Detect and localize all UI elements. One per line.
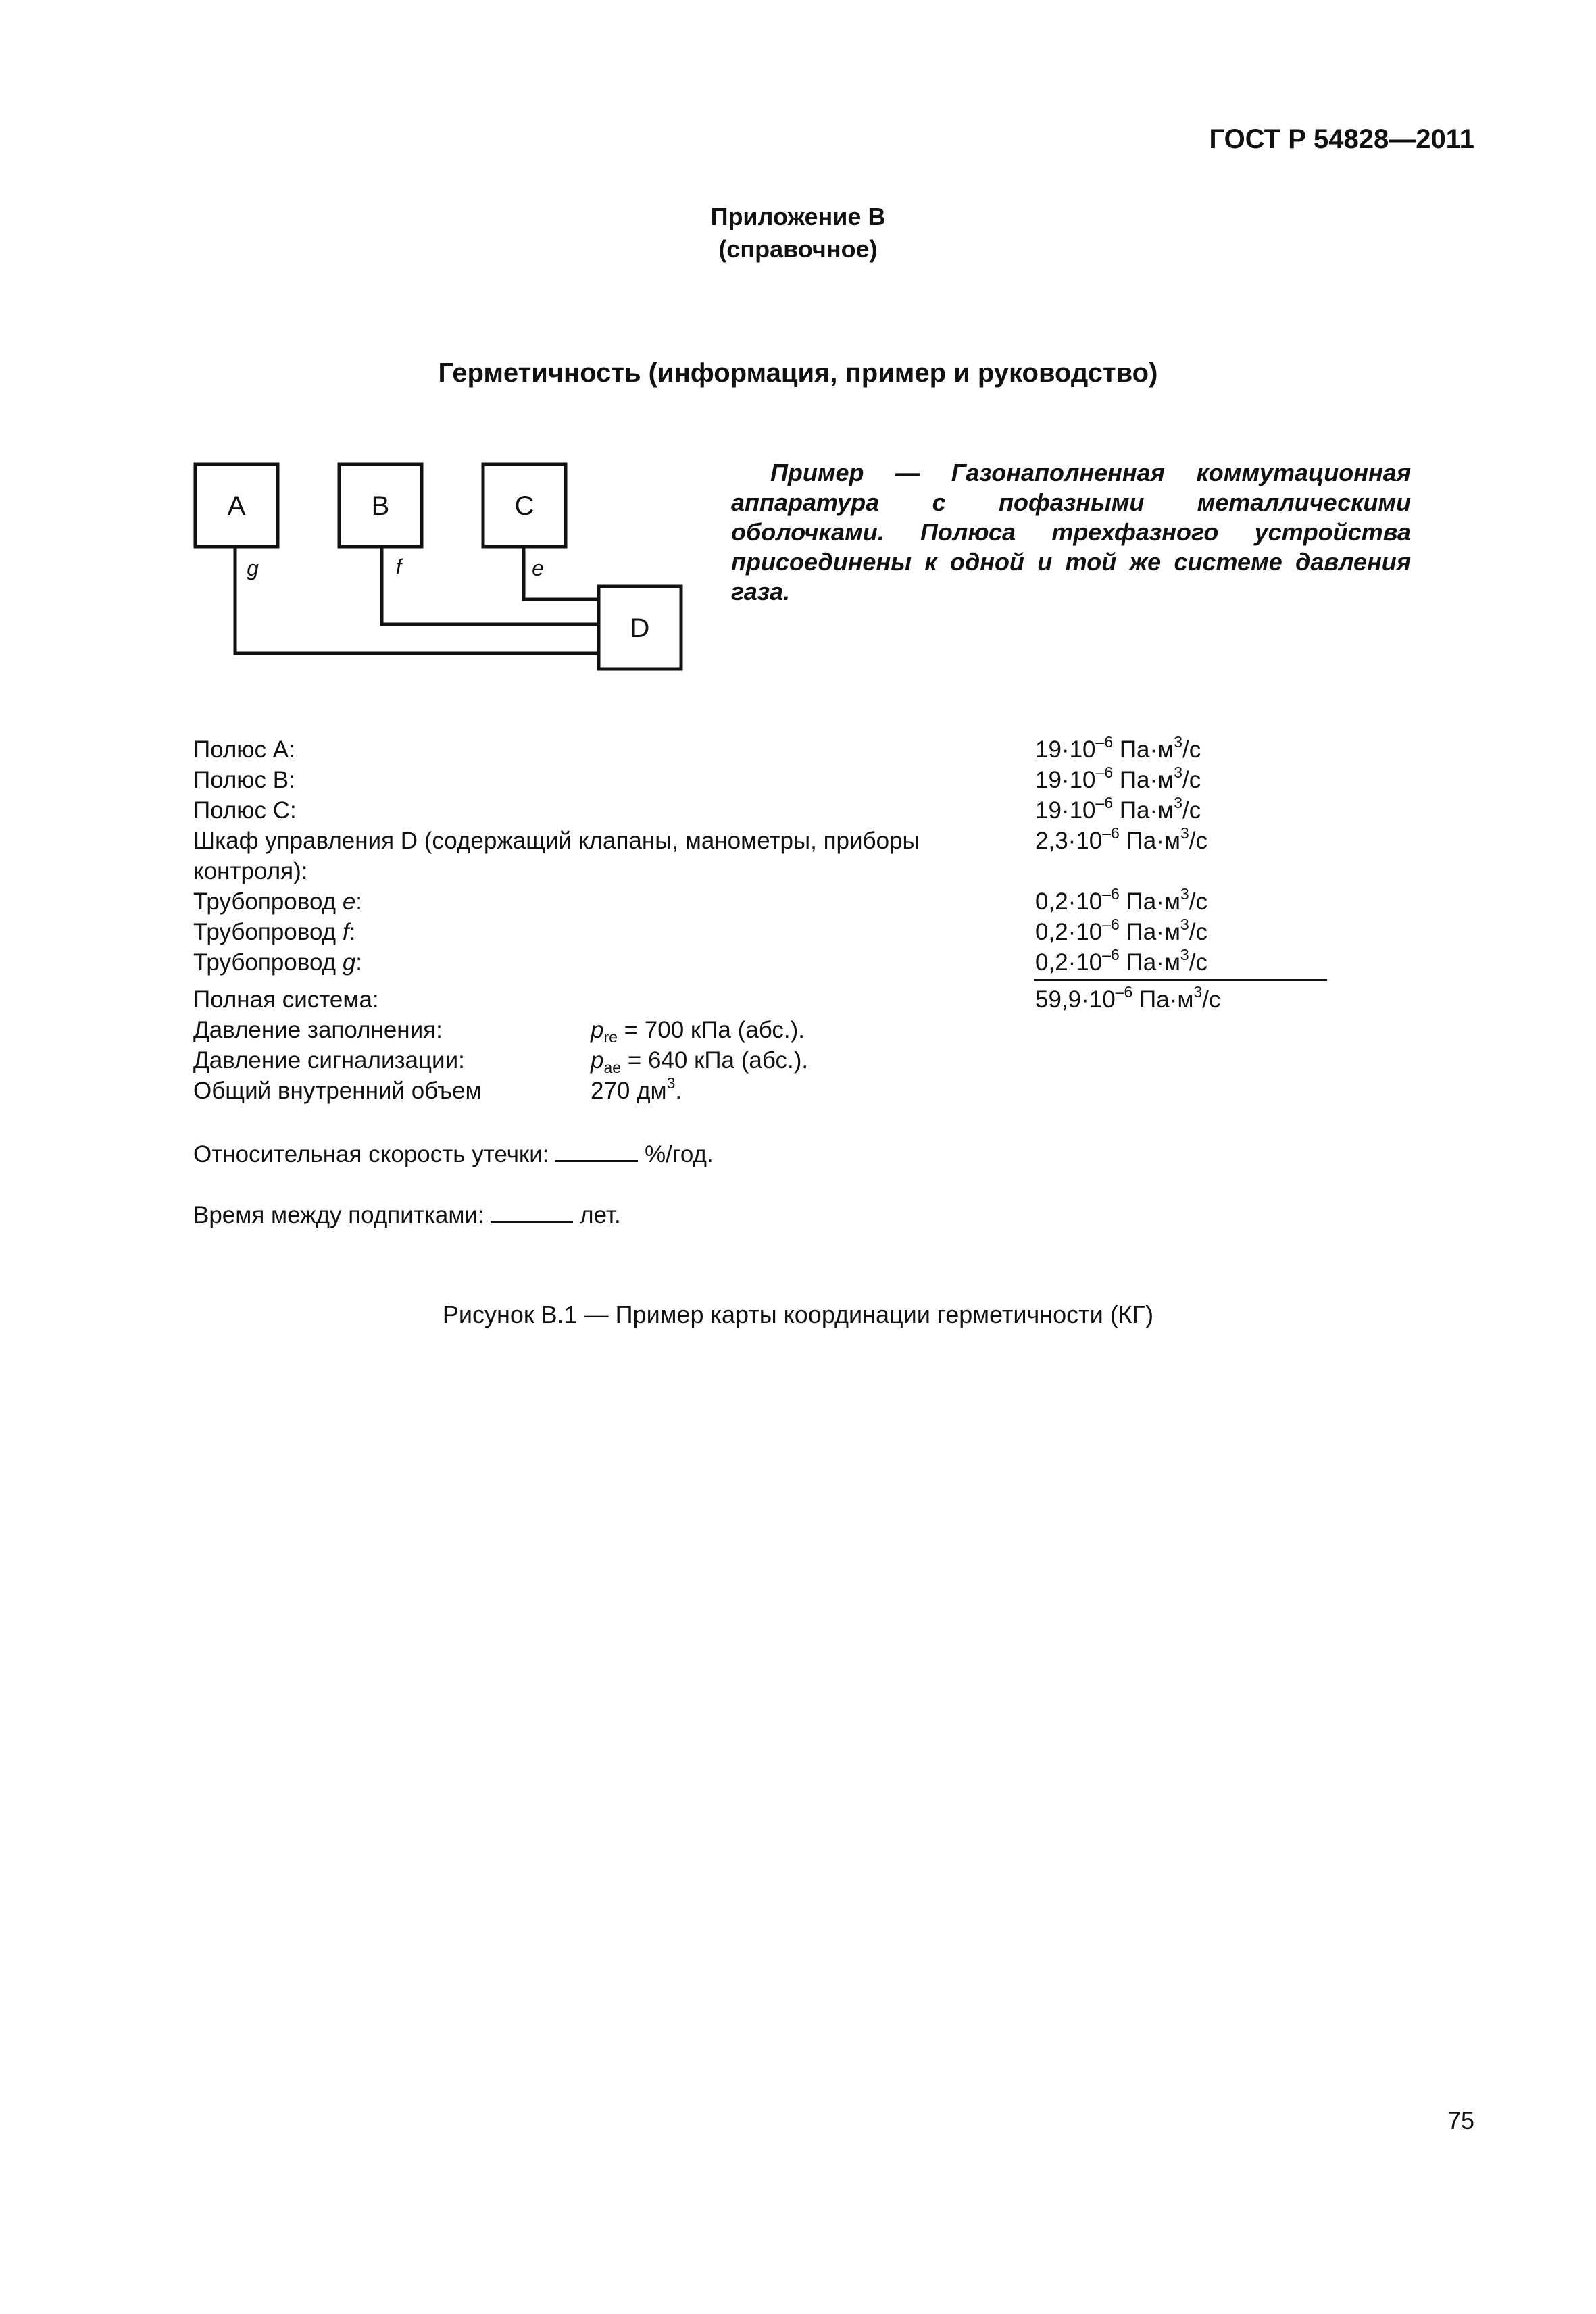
alarm-pressure-label: Давление сигнализации:	[193, 1047, 465, 1074]
fill-pressure-value: $p_{re} = 700$ кПа (абс.).	[591, 1017, 805, 1046]
page-number: 75	[1447, 2107, 1474, 2134]
refill-label: Время между подпитками:	[193, 1202, 484, 1228]
appendix-subtitle: (справочное)	[718, 235, 878, 263]
section-heading: Герметичность (информация, пример и руководство)	[438, 358, 1158, 388]
row-label-pole-a: Полюс A:	[193, 736, 295, 763]
row-value-pole-a: $19\cdot 10^{-6}$ $Па\cdot м^3/с$	[1035, 733, 1201, 763]
box-c-label: C	[514, 491, 534, 521]
pipe-diagram	[0, 0, 716, 689]
refill-unit: лет.	[580, 1202, 621, 1228]
row-label-pole-b: Полюс B:	[193, 767, 295, 793]
example-text: Пример — Газонаполненная коммутационная аппаратура с пофазными металлическими оболочками. Полюса трехфазного устройства присоединены к одной и той же системе давления газа.	[731, 459, 1411, 605]
sum-rule	[1034, 979, 1327, 981]
row-value-pole-b: $19\cdot 10^{-6}$ $Па\cdot м^3/с$	[1035, 763, 1201, 793]
pipe-e-label: e	[532, 556, 544, 580]
refill-line	[193, 1198, 621, 1230]
row-label-cabinet-cont: контроля):	[193, 858, 308, 884]
row-label-total: Полная система:	[193, 986, 379, 1013]
leak-rate-unit: %/год.	[645, 1141, 714, 1167]
row-label-pole-c: Полюс C:	[193, 797, 297, 824]
row-value-pipe-e: $0,2\cdot 10^{-6}$ $Па\cdot м^3/с$	[1035, 885, 1207, 915]
leak-rate-label: Относительная скорость утечки:	[193, 1141, 549, 1167]
leak-rate-line	[193, 1137, 714, 1169]
row-label-pipe-f: Трубопровод f:	[193, 919, 356, 945]
row-value-pipe-g: $0,2\cdot 10^{-6}$ $Па\cdot м^3/с$	[1035, 946, 1207, 976]
row-value-cabinet: $2,3\cdot 10^{-6}$ $Па\cdot м^3/с$	[1035, 824, 1207, 854]
fill-pressure-label: Давление заполнения:	[193, 1017, 443, 1043]
volume-value: 270 $дм^3$.	[591, 1074, 682, 1104]
row-value-pipe-f: $0,2\cdot 10^{-6}$ $Па\cdot м^3/с$	[1035, 915, 1207, 945]
row-value-pole-c: $19\cdot 10^{-6}$ $Па\cdot м^3/с$	[1035, 794, 1201, 824]
row-label-cabinet: Шкаф управления D (содержащий клапаны, манометры, приборы	[193, 828, 920, 854]
volume-label: Общий внутренний объем	[193, 1078, 482, 1104]
pipe-g-label: g	[247, 556, 259, 580]
box-a-label: A	[227, 491, 246, 521]
appendix-title: Приложение В	[710, 203, 886, 230]
box-b-label: B	[371, 491, 390, 521]
figure-caption: Рисунок В.1 — Пример карты координации герметичности (КГ)	[442, 1301, 1154, 1328]
alarm-pressure-value: $p_{ae} = 640$ кПа (абс.).	[591, 1047, 809, 1076]
standard-number: ГОСТ Р 54828—2011	[1209, 124, 1474, 154]
leak-rate-blank	[555, 1137, 638, 1162]
refill-blank	[491, 1198, 573, 1223]
row-label-pipe-g: Трубопровод g:	[193, 949, 363, 976]
row-value-total: $59,9\cdot 10^{-6}$ $Па\cdot м^3/с$	[1035, 983, 1221, 1013]
box-d-label: D	[630, 613, 650, 643]
row-label-pipe-e: Трубопровод e:	[193, 888, 363, 915]
pipe-f	[382, 547, 599, 624]
pipe-f-label: f	[395, 555, 402, 579]
